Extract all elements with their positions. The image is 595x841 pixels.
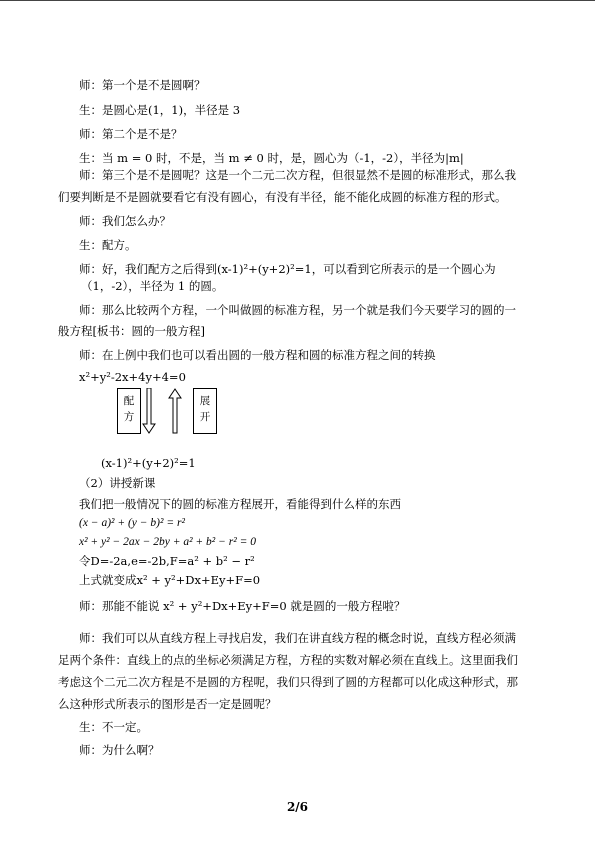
dialogue-line: 生：是圆心是(1，1)，半径是 3 [79,103,241,117]
dialogue-line: 师：那么比较两个方程，一个叫做圆的标准方程，另一个就是我们今天要学习的圆的一 [79,303,516,317]
box-char: 展 [199,395,211,407]
dialogue-line: 考虑这个二元二次方程是不是圆的方程呢，我们只得到了圆的方程都可以化成这种形式，那 [58,675,518,689]
dialogue-line: 么这种形式所表示的图形是否一定是圆呢？ [58,697,277,711]
up-arrow-icon [168,388,182,434]
dialogue-line: 生：配方。 [79,238,137,252]
down-arrow-icon [142,388,156,434]
completing-square-box [117,388,141,434]
dialogue-line: 师：我们怎么办？ [79,214,171,228]
formula-standard: (x − a)² + (y − b)² = r² [79,517,185,529]
dialogue-line: （1，-2），半径为 1 的圆。 [81,279,224,293]
dialogue-line: 师：第二个是不是？ [79,127,183,141]
body-line: 我们把一般情况下的圆的标准方程展开，看能得到什么样的东西 [79,497,401,511]
box-char: 方 [123,411,135,423]
formula-general: 上式就变成x² + y²+Dx+Ey+F=0 [79,573,261,587]
general-equation: x²+y²-2x+4y+4=0 [79,370,186,384]
top-rule [0,0,595,1]
section-heading: （2）讲授新课 [79,476,156,490]
dialogue-line: 生：当 m = 0 时，不是，当 m ≠ 0 时，是，圆心为（-1，-2），半径为|m| [79,151,464,165]
dialogue-line: 师：为什么啊？ [79,743,160,757]
formula-substitution: 令D=-2a,e=-2b,F=a² + b² − r² [79,554,255,568]
dialogue-line: 师：第三个是不是圆呢？这是一个二元二次方程，但很显然不是圆的标准形式，那么我 [79,168,516,182]
dialogue-line: 师：我们可以从直线方程上寻找启发，我们在讲直线方程的概念时说，直线方程必须满 [79,631,516,645]
dialogue-line: 师：好，我们配方之后得到(x-1)²+(y+2)²=1，可以看到它所表示的是一个圆心为 [79,262,496,276]
formula-expanded: x² + y² − 2ax − 2by + a² + b² − r² = 0 [79,536,256,548]
expansion-box [193,388,217,434]
page-number: 2/6 [286,800,309,814]
dialogue-line: 师：在上例中我们也可以看出圆的一般方程和圆的标准方程之间的转换 [79,348,436,362]
dialogue-line: 般方程[板书：圆的一般方程] [58,324,205,338]
box-char: 配 [123,395,135,407]
dialogue-line: 师：那能不能说 x² + y²+Dx+Ey+F=0 就是圆的一般方程啦？ [79,599,406,613]
dialogue-line: 生：不一定。 [79,720,148,734]
dialogue-line: 师：第一个是不是圆啊？ [79,78,206,92]
box-char: 开 [199,411,211,423]
standard-equation: (x-1)²+(y+2)²=1 [101,456,196,470]
dialogue-line: 足两个条件：直线上的点的坐标必须满足方程，方程的实数对解必须在直线上。这里面我们 [58,653,518,667]
dialogue-line: 们要判断是不是圆就要看它有没有圆心，有没有半径，能不能化成圆的标准方程的形式。 [58,190,507,204]
